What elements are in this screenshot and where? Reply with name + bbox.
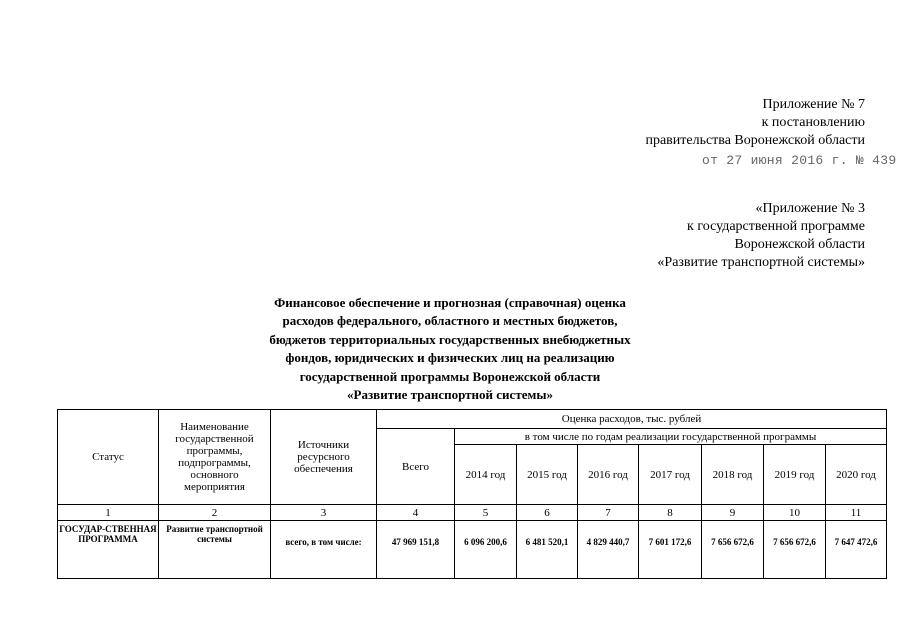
header-program-name: Наименование государственной программы, подпрограммы, основного мероприятия: [159, 410, 271, 505]
appendix-7-title: Приложение № 7: [762, 97, 865, 112]
appendix-3-block: [657, 200, 865, 272]
row-total: 47 969 151,8: [377, 521, 455, 579]
column-number: 6: [517, 505, 578, 521]
row-status: ГОСУДАР-СТВЕННАЯ ПРОГРАММА: [58, 521, 159, 579]
header-year: 2017 год: [639, 445, 702, 505]
header-by-years: в том числе по годам реализации государственной программы: [455, 429, 887, 445]
header-year: 2016 год: [578, 445, 639, 505]
header-sources: Источники ресурсного обеспечения: [271, 410, 377, 505]
title-line: бюджетов территориальных государственных внебюджетных: [269, 331, 631, 347]
row-value: 7 601 172,6: [639, 521, 702, 579]
row-program-name: Развитие транспортной системы: [159, 521, 271, 579]
decree-date-stamp: от 27 июня 2016 г. № 439: [702, 153, 897, 168]
table-row: [58, 521, 887, 579]
row-source: всего, в том числе:: [271, 521, 377, 579]
title-line: Финансовое обеспечение и прогнозная (справочная) оценка: [274, 295, 626, 310]
title-line: фондов, юридических и физических лиц на реализацию: [285, 350, 615, 366]
row-value: 4 829 440,7: [578, 521, 639, 579]
column-number: 2: [159, 505, 271, 521]
header-status: Статус: [58, 410, 159, 505]
appendix-3-title: «Приложение № 3: [755, 201, 865, 216]
title-line: «Развитие транспортной системы»: [347, 387, 553, 403]
column-number: 11: [826, 505, 887, 521]
column-number: 3: [271, 505, 377, 521]
header-year: 2018 год: [702, 445, 764, 505]
appendix-3-line2: к государственной программе: [687, 219, 865, 234]
header-year: 2015 год: [517, 445, 578, 505]
row-value: 6 096 200,6: [455, 521, 517, 579]
header-year: 2019 год: [764, 445, 826, 505]
appendix-3-line4: «Развитие транспортной системы»: [657, 255, 865, 270]
title-line: государственной программы Воронежской области: [299, 368, 601, 384]
column-number: 10: [764, 505, 826, 521]
column-number: 1: [58, 505, 159, 521]
header-estimate: Оценка расходов, тыс. рублей: [377, 410, 887, 429]
column-number: 4: [377, 505, 455, 521]
row-value: 7 656 672,6: [702, 521, 764, 579]
header-year: 2014 год: [455, 445, 517, 505]
financing-table: [57, 409, 887, 579]
column-number: 9: [702, 505, 764, 521]
column-number-row: [58, 505, 887, 521]
column-number: 5: [455, 505, 517, 521]
appendix-7-block: [645, 96, 865, 150]
appendix-7-line2: к постановлению: [761, 115, 865, 130]
header-year: 2020 год: [826, 445, 887, 505]
column-number: 8: [639, 505, 702, 521]
row-value: 7 656 672,6: [764, 521, 826, 579]
title-line: расходов федерального, областного и местных бюджетов,: [282, 313, 618, 329]
row-value: 6 481 520,1: [517, 521, 578, 579]
appendix-3-line3: Воронежской области: [734, 237, 865, 252]
column-number: 7: [578, 505, 639, 521]
document-title: [150, 294, 750, 404]
row-value: 7 647 472,6: [826, 521, 887, 579]
appendix-7-line3: правительства Воронежской области: [645, 133, 865, 148]
header-row-1: [58, 410, 887, 429]
header-total: Всего: [377, 429, 455, 505]
